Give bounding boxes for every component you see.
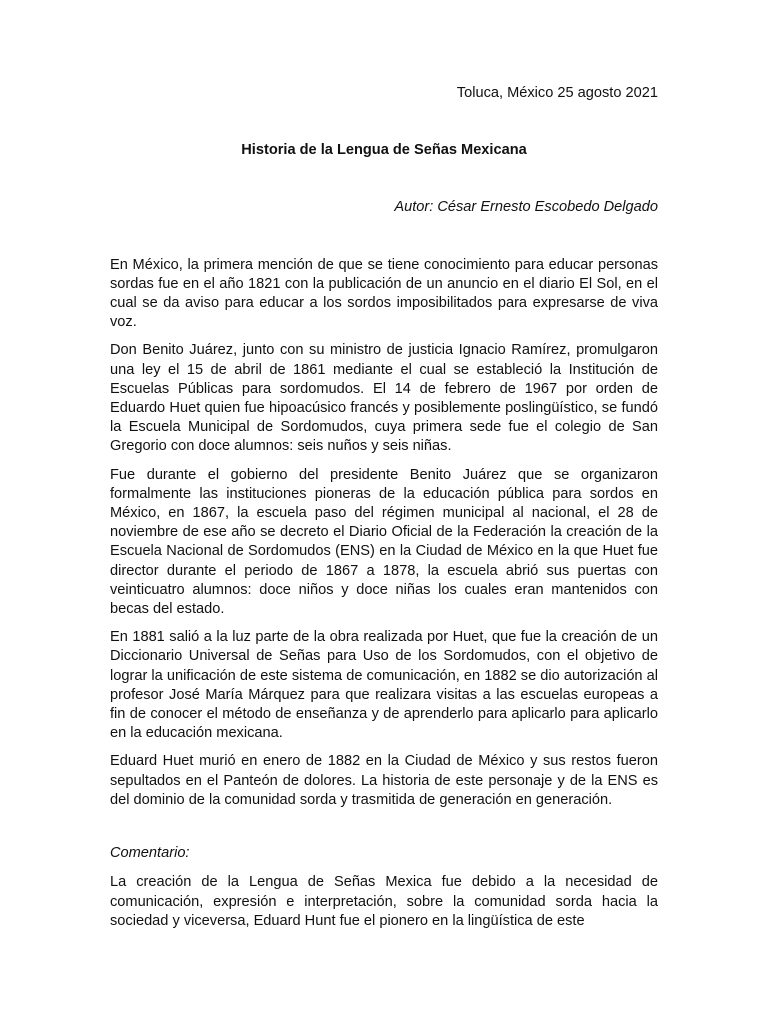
document-body bbox=[110, 256, 658, 810]
author-line: Autor: César Ernesto Escobedo Delgado bbox=[394, 199, 658, 216]
paragraph: En México, la primera mención de que se tiene conocimiento para educar personas sordas fue en el año 1821 con la publicación de un anuncio en el diario El Sol, en el cual se da aviso para educar a los sordos imposibilitados para expresarse de viva voz. bbox=[110, 256, 658, 331]
date-line: Toluca, México 25 agosto 2021 bbox=[456, 85, 658, 101]
comment-paragraph: La creación de la Lengua de Señas Mexica fue debido a la necesidad de comunicación, expresión e interpretación, sobre la comunidad sorda hacia la sociedad y viceversa, Eduard Hunt fue el pionero en la lingüística de este bbox=[110, 874, 658, 929]
paragraph: Eduard Huet murió en enero de 1882 en la Ciudad de México y sus restos fueron sepultados en el Panteón de dolores. La historia de este personaje y de la ENS es del dominio de la comunidad sorda y trasmitida de generación en generación. bbox=[110, 753, 658, 808]
comment-heading: Comentario: bbox=[110, 845, 190, 862]
document-title: Historia de la Lengua de Señas Mexicana bbox=[241, 142, 527, 159]
document-content bbox=[110, 84, 658, 940]
paragraph: En 1881 salió a la luz parte de la obra realizada por Huet, que fue la creación de un Diccionario Universal de Señas para Uso de los Sordomudos, con el objetivo de lograr la unificación de este sistema de comunicación, en 1882 se dio autorización al profesor José María Márquez para que realizara visitas a las escuelas europeas a fin de conocer el método de enseñanza y de aprenderlo para aplicarlo para aplicarlo en la educación mexicana. bbox=[110, 629, 658, 742]
paragraph: Don Benito Juárez, junto con su ministro de justicia Ignacio Ramírez, promulgaron una ley el 15 de abril de 1861 mediante el cual se estableció la Institución de Escuelas Públicas para sordomudos. El 14 de febrero de 1967 por orden de Eduardo Huet quien fue hipoacúsico francés y posiblemente poslingüístico, se fundó la Escuela Municipal de Sordomudos, cuya primera sede fue el colegio de San Gregorio con doce alumnos: seis nuños y seis niñas. bbox=[110, 342, 658, 455]
paragraph: Fue durante el gobierno del presidente Benito Juárez que se organizaron formalmente las instituciones pioneras de la educación pública para sordos en México, en 1867, la escuela paso del régimen municipal al nacional, el 28 de noviembre de ese año se decreto el Diario Oficial de la Federación la creación de la Escuela Nacional de Sordomudos (ENS) en la Ciudad de México en la que Huet fue director durante el periodo de 1867 a 1878, la escuela abrió sus puertas con veinticuatro alumnos: doce niños y doce niñas los cuales eran mantenidos con becas del estado. bbox=[110, 466, 658, 618]
